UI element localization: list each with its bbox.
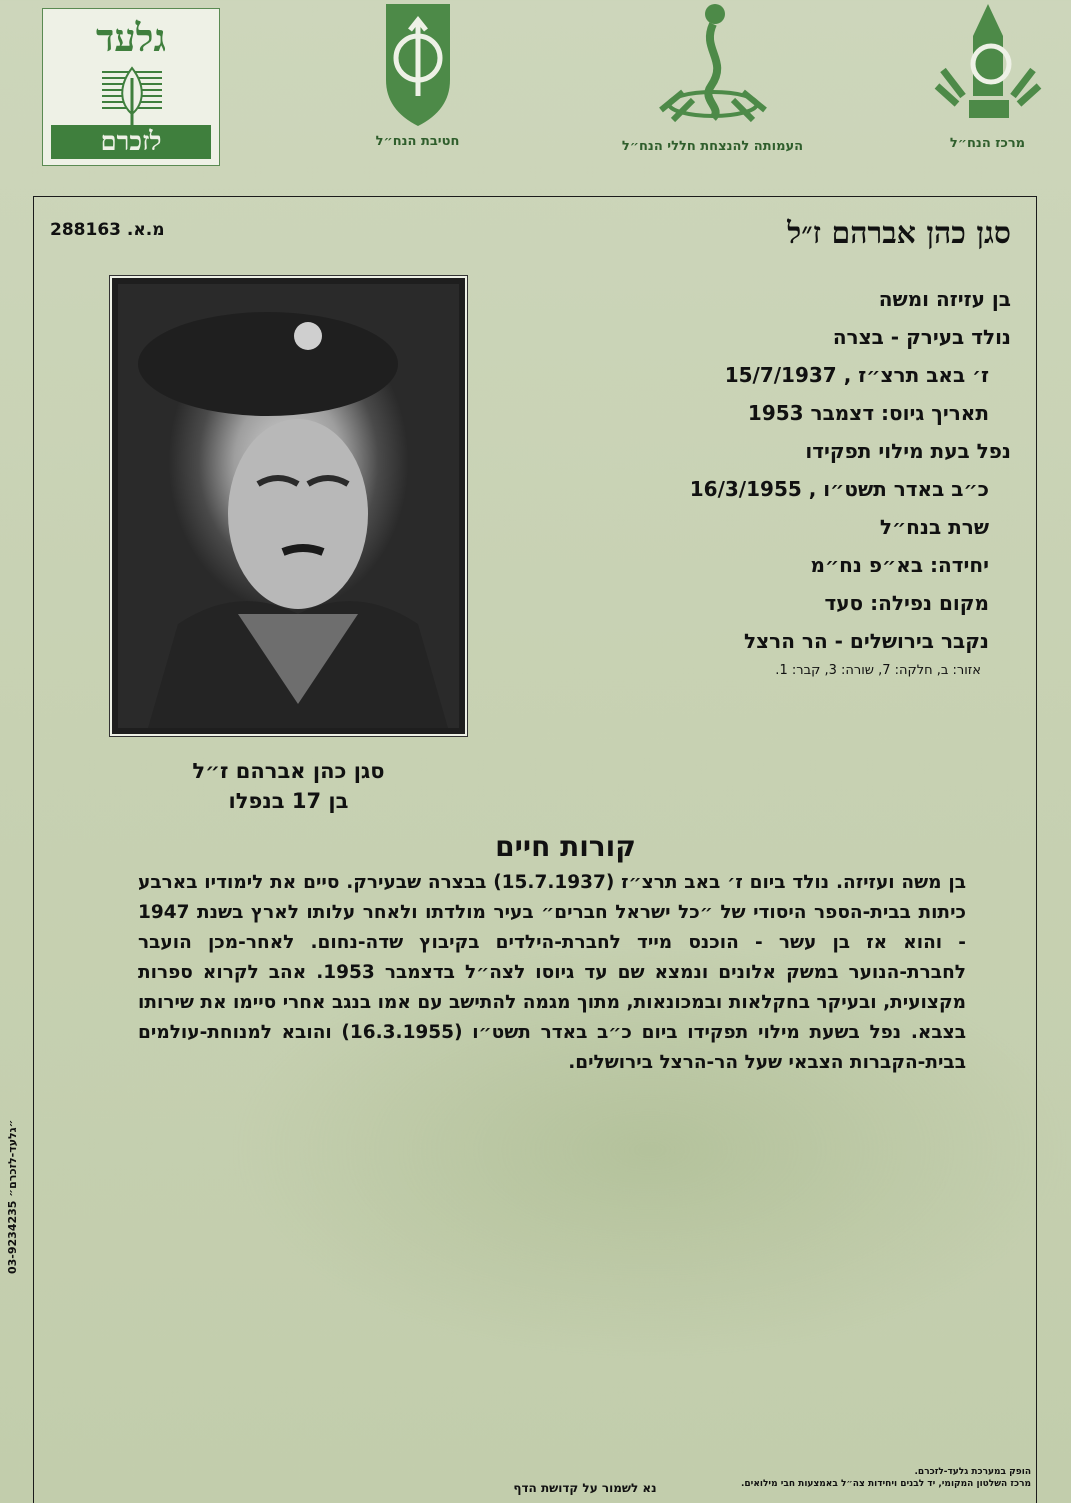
detail-place: מקום נפילה: סעד — [824, 591, 989, 615]
footer-credit — [701, 1466, 1031, 1490]
emblem-caption-association: העמותה להנצחת חללי הנח״ל — [621, 139, 804, 154]
detail-parents: בן עזיזה ומשה — [878, 287, 1011, 311]
detail-born: נולד בעירק - בצרה — [832, 325, 1011, 349]
photo-caption — [110, 756, 467, 816]
side-phone-text: ״גלעד-לזכרם״ 03-9234235 — [6, 1120, 19, 1275]
detail-fell: נפל בעת מילוי תפקידו — [805, 439, 1011, 463]
bio-text: בן משה ועזיזה. נולד ביום ז׳ באב תרצ״ז (15.7.1937) בבצרה שבעירק. סיים את לימודיו בארבע כיתות בבית-הספר היסודי של ״כל ישראל חברים״ בעיר מולדתו ולאחר עלותו לארץ בשנת 1947 - והוא אז בן עשר - הוכנס מייד לחברת-הילדים בקיבוץ שדה-נחום. לאחר-מכן הועבר לחברת-הנוער במשק אלונים ונמצא שם עד גיוסו לצה״ל בדצמבר 1953. אהב לקרוא ספרות מקצועית, ובעיקר בחקלאות ובמכונאות, מתוך מגמה להתישב עם אמו בנגב אחרי סיימו את שירותו בצבא. נפל בשעת מילוי תפקידו ביום כ״ב באדר תשט״ו (16.3.1955) והובא למנוחת-עולמים בבית-הקברות הצבאי שעל הר-הרצל בירושלים. — [138, 872, 966, 1073]
emblem-nahal-brigade — [370, 0, 465, 149]
detail-unit: יחידה: בא״פ נח״מ — [810, 553, 989, 577]
personal-number: מ.א. 288163 — [50, 220, 165, 240]
detail-enlist: תאריך גיוס: דצמבר 1953 — [747, 401, 989, 425]
detail-grave: אזור: ב, חלקה: 7, שורה: 3, קבר: 1. — [775, 663, 981, 678]
emblem-caption-brigade: חטיבת הנח״ל — [375, 134, 460, 149]
detail-buried: נקבר בירושלים - הר הרצל — [744, 629, 989, 653]
footer-credit-line2: מרכז השלטון המקומי, יד לבנים ויחידות צה״ל באמצעות חבי מילואים. — [741, 1479, 1031, 1489]
photo-caption-name: סגן כהן אברהם ז״ל — [192, 759, 385, 783]
emblem-memorial-association — [615, 0, 810, 154]
detail-death-date: כ״ב באדר תשט״ו , 16/3/1955 — [689, 477, 989, 501]
tree-icon — [98, 64, 166, 132]
bio-title: קורות חיים — [495, 830, 636, 863]
personal-details — [491, 280, 1011, 682]
footer-note: נא לשמור על קדושת הדף — [513, 1481, 657, 1495]
nahal-memorial-association-icon — [653, 0, 773, 135]
gilad-lezichram-logo — [42, 8, 220, 166]
detail-birth-date: ז׳ באב תרצ״ז , 15/7/1937 — [724, 363, 989, 387]
logo-top-text: גלעד — [95, 15, 167, 60]
logo-bottom-text: לזכרם — [51, 125, 211, 159]
photo-caption-age: בן 17 בנפלו — [228, 789, 349, 813]
nahal-brigade-shield-icon — [382, 0, 454, 130]
portrait-image — [118, 284, 459, 728]
portrait-photo — [110, 276, 467, 736]
page-title: סגן כהן אברהם ז״ל — [787, 216, 1011, 251]
emblem-caption-center: מרכז הנח״ל — [949, 136, 1026, 151]
footer-credit-line1: הופק במערכת גלעד-לזכרם. — [914, 1467, 1031, 1477]
nahal-center-emblem-icon — [933, 0, 1043, 132]
soldier-portrait-icon — [118, 284, 459, 728]
emblem-nahal-center — [930, 0, 1045, 151]
detail-service: שרת בנח״ל — [879, 515, 989, 539]
